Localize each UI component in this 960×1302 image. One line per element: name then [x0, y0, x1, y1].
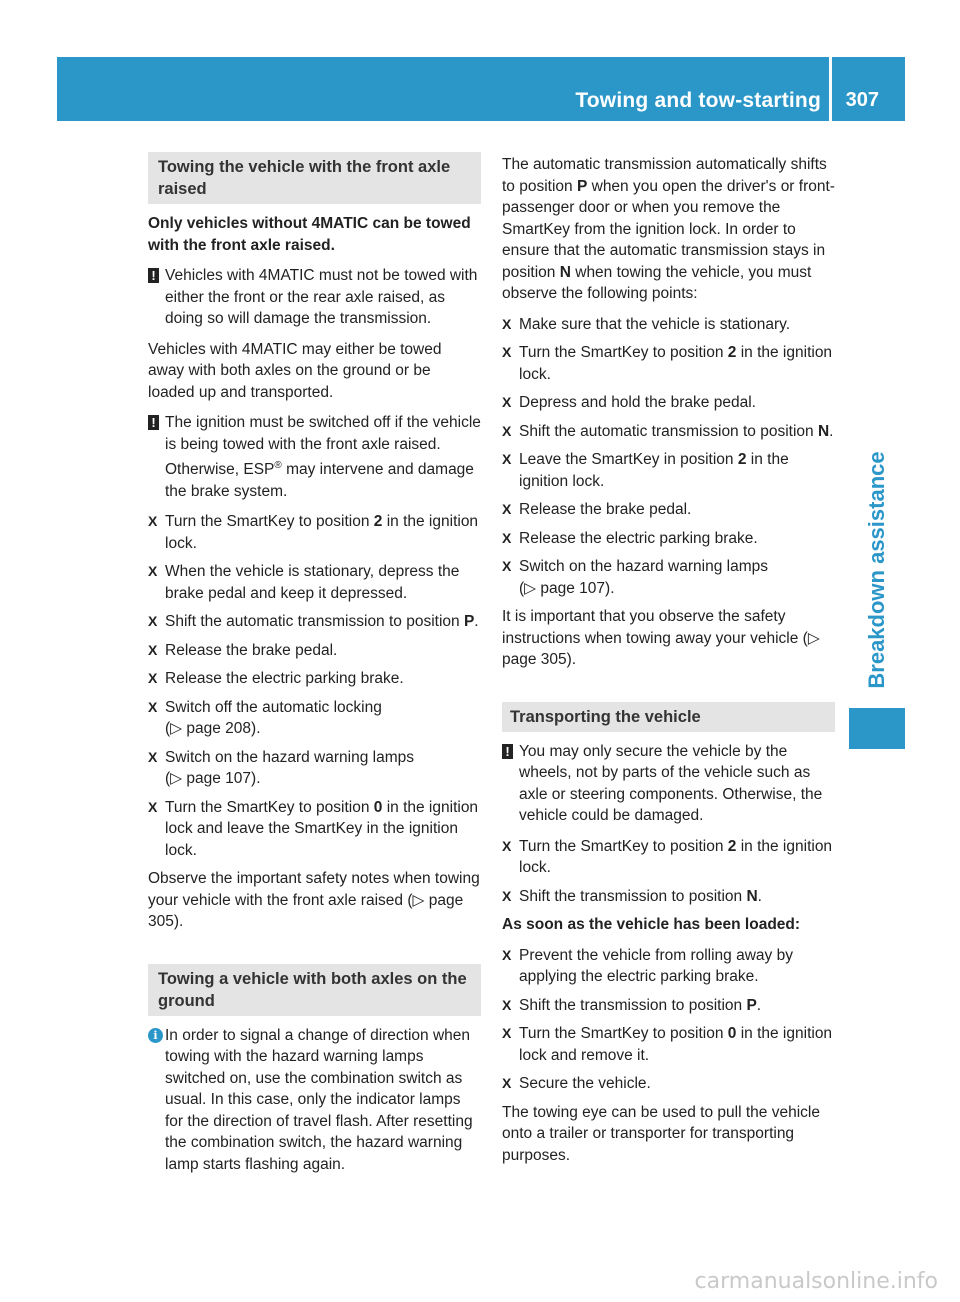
position-value: 0 [727, 1025, 737, 1042]
step-text: Release the electric parking brake. [519, 529, 758, 547]
step-arrow-icon: X [148, 641, 158, 658]
step-text: Switch on the hazard warning lamps [165, 748, 414, 766]
section-heading-transporting [502, 702, 835, 732]
step-item [148, 561, 481, 604]
paragraph: It is important that you observe the safety instructions when towing away your vehicle (▷ page 305). [502, 608, 820, 668]
position-value: P [463, 613, 475, 631]
step-text: . [756, 996, 762, 1014]
step-text: Release the electric parking brake. [165, 670, 404, 688]
position-value: 2 [737, 451, 747, 468]
step-item [502, 886, 835, 908]
section-heading-both-axles: Towing a vehicle with both axles on the ground [148, 964, 481, 1016]
step-text: . [474, 613, 479, 631]
step-item [148, 611, 481, 633]
section-side-label: Breakdown assistance [864, 451, 889, 689]
step-item [502, 499, 835, 521]
step-arrow-icon: X [502, 344, 512, 360]
step-text: When the vehicle is stationary, depress the brake pedal and keep it depressed. [165, 563, 460, 602]
warning-note [148, 412, 481, 502]
step-item [148, 797, 481, 862]
subheading-loaded: As soon as the vehicle has been loaded: [502, 916, 801, 933]
page-title: Towing and tow-starting [575, 89, 821, 112]
step-item [148, 511, 481, 554]
position-value: 2 [727, 344, 737, 361]
step-arrow-icon: X [148, 748, 158, 765]
step-arrow-icon: X [502, 837, 512, 854]
header-bar [57, 57, 905, 121]
step-text: . [829, 422, 834, 440]
step-text: Prevent the vehicle from rolling away by applying the electric parking brake. [519, 946, 793, 985]
step-arrow-icon: X [148, 513, 158, 530]
step-arrow-icon: X [502, 394, 512, 410]
step-item [148, 640, 481, 662]
left-column [148, 152, 481, 1184]
step-arrow-icon: X [502, 946, 512, 963]
step-item [502, 836, 835, 879]
page-reference-link[interactable]: (▷ page 208). [165, 720, 261, 738]
step-item [502, 392, 835, 414]
intro-paragraph: Only vehicles without 4MATIC can be towed with the front axle raised. [148, 215, 471, 254]
step-arrow-icon: X [502, 451, 512, 467]
step-text: Secure the vehicle. [519, 1075, 651, 1092]
step-text: Depress and hold the brake pedal. [519, 394, 756, 411]
step-text: in the ignition lock. [519, 344, 833, 383]
warning-icon: ! [148, 415, 159, 430]
step-text: Make sure that the vehicle is stationary. [519, 315, 791, 333]
warning-icon: ! [502, 744, 513, 759]
step-arrow-icon: X [502, 422, 512, 439]
position-value: N [746, 887, 758, 905]
step-arrow-icon: X [502, 501, 512, 517]
text: when you open the driver's or front-passenger door or when you remove the SmartKey from the ignition lock. In order to ensure that the automatic transmission stays in position [502, 177, 835, 281]
step-arrow-icon: X [502, 529, 512, 546]
position-value: N [559, 263, 571, 281]
step-text: Turn the SmartKey to position [519, 1025, 728, 1042]
warning-text: You may only secure the vehicle by the wheels, not by parts of the vehicle such as axle or steering components. Otherwise, the vehicle could be damaged. [519, 742, 823, 824]
step-arrow-icon: X [148, 613, 158, 630]
paragraph: The towing eye can be used to pull the vehicle onto a trailer or transporter for transporting purposes. [502, 1103, 820, 1164]
header-divider [829, 57, 832, 121]
section-heading-front-axle: Towing the vehicle with the front axle raised [148, 152, 481, 204]
step-text: in the ignition lock. [519, 451, 789, 490]
step-arrow-icon: X [502, 315, 512, 332]
step-text: Turn the SmartKey to position [165, 798, 374, 816]
step-item [502, 314, 835, 336]
right-column [502, 154, 835, 1175]
text: when towing the vehicle, you must observe the following points: [502, 263, 812, 302]
step-item [148, 668, 481, 690]
step-item [502, 556, 835, 599]
warning-note [148, 265, 481, 330]
warning-text: The ignition must be switched off if the vehicle is being towed with the front axle raised. Otherwise, ESP [165, 414, 481, 479]
warning-text: may intervene and damage the brake system. [165, 461, 474, 500]
step-text: in the ignition lock. [165, 513, 479, 552]
info-note [148, 1025, 481, 1176]
step-arrow-icon: X [502, 996, 512, 1013]
step-text: Shift the automatic transmission to position [519, 422, 818, 440]
step-text: Shift the automatic transmission to position [165, 613, 464, 631]
step-text: in the ignition lock and remove it. [519, 1025, 833, 1064]
step-item [502, 342, 835, 385]
step-text: Switch off the automatic locking [165, 698, 382, 716]
position-value: 2 [373, 513, 383, 531]
step-arrow-icon: X [148, 798, 158, 815]
step-text: Shift the transmission to position [519, 996, 747, 1014]
step-text: Leave the SmartKey in position [519, 451, 738, 468]
step-arrow-icon: X [148, 670, 158, 687]
paragraph [502, 154, 835, 305]
step-text: Release the brake pedal. [165, 641, 338, 659]
step-text: in the ignition lock and leave the SmartKey in the ignition lock. [165, 798, 479, 859]
warning-note [502, 741, 835, 827]
step-text: . [757, 887, 762, 905]
position-value: 0 [373, 798, 383, 816]
position-value: N [817, 422, 830, 440]
step-item [148, 747, 481, 790]
step-text: Switch on the hazard warning lamps [519, 558, 768, 575]
page-number: 307 [845, 89, 879, 111]
page-reference-link[interactable]: (▷ page 107). [165, 770, 261, 788]
step-item [148, 697, 481, 740]
step-text: Shift the transmission to position [519, 887, 747, 905]
step-arrow-icon: X [502, 1025, 512, 1041]
step-arrow-icon: X [502, 1075, 512, 1091]
step-text: Turn the SmartKey to position [519, 344, 728, 361]
heading-text: Transporting the vehicle [510, 707, 701, 726]
warning-text: Vehicles with 4MATIC must not be towed with either the front or the rear axle raised, as doing so will damage the transmission. [165, 267, 478, 327]
step-item [502, 421, 835, 443]
info-icon: i [148, 1028, 163, 1043]
step-item [502, 528, 835, 550]
info-text: In order to signal a change of direction when towing with the hazard warning lamps switched on, use the combination switch as usual. In this case, only the indicator lamps for the direction of travel flash. After resetting the combination switch, the hazard warning lamp starts flashing again. [165, 1026, 473, 1173]
step-item [502, 1073, 835, 1095]
step-text: in the ignition lock. [519, 837, 833, 876]
step-arrow-icon: X [502, 558, 512, 574]
registered-mark: ® [274, 460, 282, 471]
step-arrow-icon: X [148, 698, 158, 715]
step-text: Turn the SmartKey to position [519, 837, 728, 855]
step-item [502, 449, 835, 492]
watermark-text: carmanualsonline.info [694, 1269, 938, 1294]
text: The automatic transmission automatically shifts to position [502, 156, 827, 195]
step-arrow-icon: X [502, 887, 512, 904]
position-value: 2 [727, 837, 737, 855]
step-text: Turn the SmartKey to position [165, 513, 374, 531]
position-value: P [746, 996, 757, 1014]
page-reference-link[interactable]: (▷ page 107). [519, 579, 615, 597]
warning-icon: ! [148, 268, 159, 283]
step-arrow-icon: X [148, 563, 158, 580]
step-item [502, 945, 835, 988]
section-tab-marker [849, 708, 905, 749]
step-text: Release the brake pedal. [519, 501, 692, 518]
position-value: P [576, 177, 588, 195]
step-item [502, 1023, 835, 1066]
step-item [502, 995, 835, 1017]
paragraph: Observe the important safety notes when towing your vehicle with the front axle raised (▷ page 305). [148, 870, 480, 931]
paragraph: Vehicles with 4MATIC may either be towed away with both axles on the ground or be loaded up and transported. [148, 340, 442, 401]
